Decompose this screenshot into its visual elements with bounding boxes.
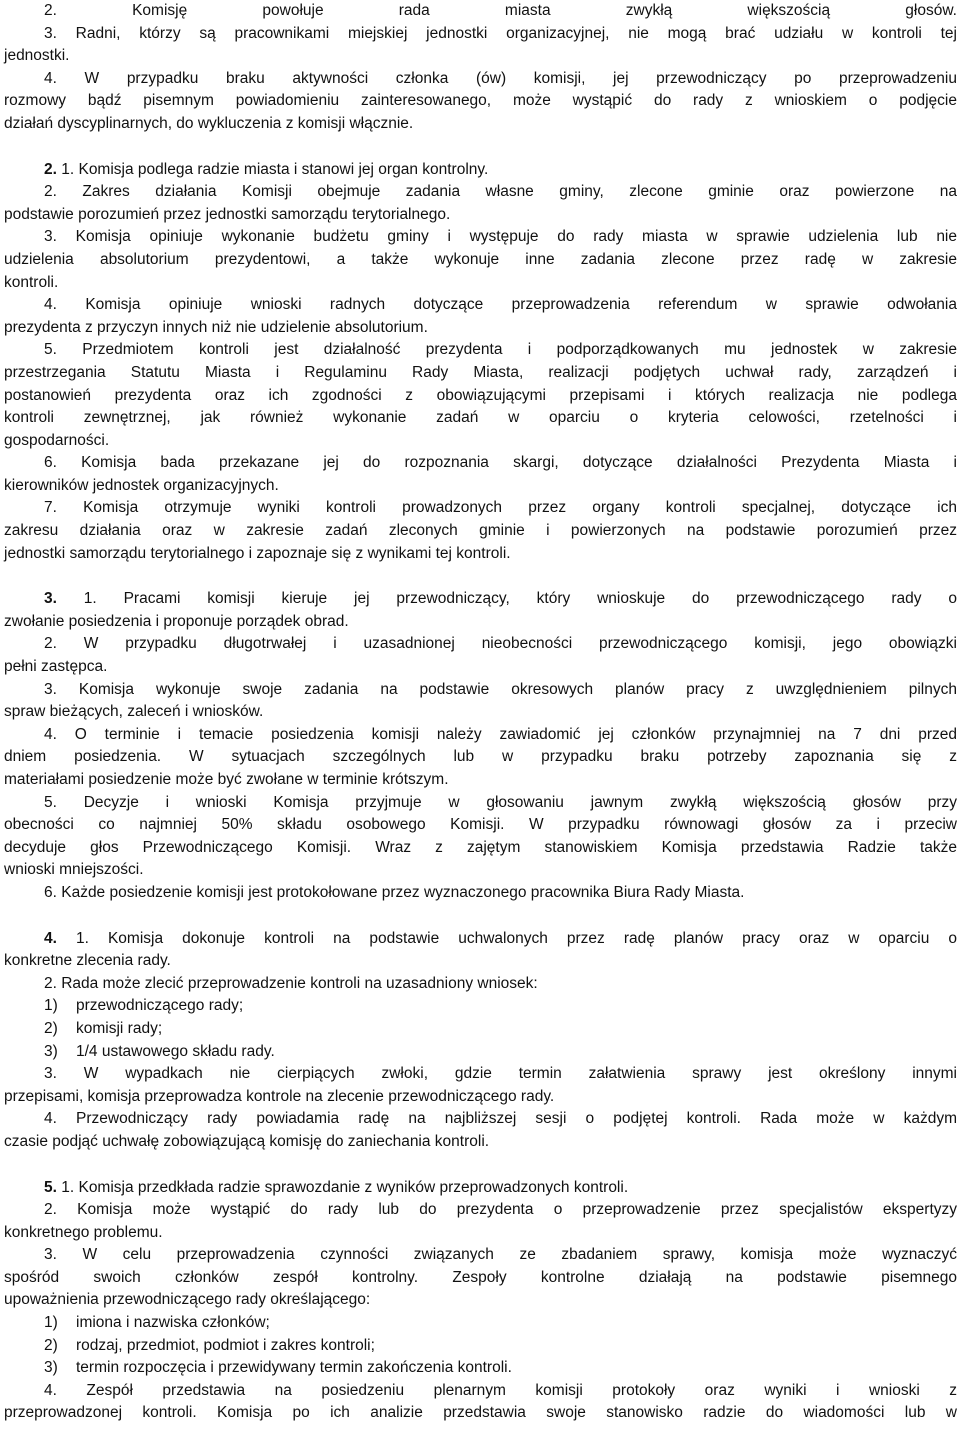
text-line <box>4 701 957 724</box>
text-line <box>4 724 957 747</box>
text-line <box>4 543 957 566</box>
text-line <box>4 272 957 295</box>
line-text: podstawie porozumień przez jednostki samorządu terytorialnego. <box>4 205 451 223</box>
line-text: 1. Komisja podlega radzie miasta i stanowi jej organ kontrolny. <box>56 160 489 178</box>
text-line <box>4 23 957 46</box>
text-line <box>4 520 957 543</box>
line-text: przeprowadzonej kontroli. Komisja po ich analizie przedstawia swoje stanowisko radzie do wiadomości lub w <box>4 1404 957 1422</box>
text-line <box>4 113 957 136</box>
text-line <box>4 814 957 837</box>
text-line <box>4 1222 957 1245</box>
list-item-number: 3) <box>44 1042 58 1060</box>
line-text: 6. Komisja bada przekazane jej do rozpoznania skargi, dotyczące działalności Prezydenta Miasta i <box>44 454 957 472</box>
text-line <box>4 475 957 498</box>
line-text: 1. Komisja dokonuje kontroli na podstawie uchwalonych przez radę planów pracy oraz w oparciu o <box>56 929 957 947</box>
text-line <box>4 407 957 430</box>
text-line <box>4 1108 957 1131</box>
line-text: 4. Zespół przedstawia na posiedzeniu plenarnym komisji protokoły oraz wyniki i wnioski z <box>44 1381 957 1399</box>
section-number: 2. <box>44 160 57 178</box>
line-text: zwołanie posiedzenia i proponuje porządek obrad. <box>4 612 349 630</box>
text-line <box>4 497 957 520</box>
line-text: 6. Każde posiedzenie komisji jest protokołowane przez wyznaczonego pracownika Biura Rady Miasta. <box>44 883 745 901</box>
list-item-number: 2) <box>44 1019 58 1037</box>
text-line <box>4 950 957 973</box>
text-line <box>4 633 957 656</box>
line-text: obecności co najmniej 50% składu osobowego Komisji. W przypadku równowagi głosów za i przeciw <box>4 816 957 834</box>
line-text: rozmowy bądź pisemnym powiadomieniu zainteresowanego, może wystąpić do rady z wnioskiem o podjęcie <box>4 92 957 110</box>
text-line <box>4 1402 957 1425</box>
line-text: 4. W przypadku braku aktywności członka (ów) komisji, jej przewodniczący po przeprowadzeniu <box>44 69 957 87</box>
list-item-number: 1) <box>44 1314 58 1332</box>
line-text: jednostki samorządu terytorialnego i zapoznaje się z wynikami tej kontroli. <box>4 544 511 562</box>
line-text: działań dyscyplinarnych, do wykluczenia z komisji włącznie. <box>4 114 414 132</box>
section-heading-line <box>4 1177 957 1200</box>
text-line <box>4 362 957 385</box>
text-line <box>4 1289 957 1312</box>
text-line <box>4 973 957 996</box>
section-heading-line <box>4 588 957 611</box>
paragraph-gap <box>4 1154 957 1177</box>
text-line <box>4 837 957 860</box>
list-item-text: termin rozpoczęcia i przewidywany termin zakończenia kontroli. <box>76 1359 512 1377</box>
line-text: 1. Komisja przedkłada radzie sprawozdanie z wyników przeprowadzonych kontroli. <box>56 1178 629 1196</box>
list-item-text: imiona i nazwiska członków; <box>76 1314 270 1332</box>
paragraph-gap <box>4 565 957 588</box>
text-line <box>4 1267 957 1290</box>
section-number: 4. <box>44 929 57 947</box>
list-item-text: rodzaj, przedmiot, podmiot i zakres kontroli; <box>76 1336 375 1354</box>
text-line <box>4 294 957 317</box>
line-text: przestrzegania Statutu Miasta i Regulaminu Rady Miasta, realizacji podjętych uchwał rady, zarządzeń i <box>4 363 957 381</box>
section-number: 5. <box>44 1178 57 1196</box>
line-text: dniem posiedzenia. W sytuacjach szczególnych lub w przypadku braku potrzeby zapoznania się z <box>4 748 957 766</box>
text-line <box>4 792 957 815</box>
text-line <box>4 45 957 68</box>
line-text: decyduje głos Przewodniczącego Komisji. Wraz z zajętym stanowiskiem Komisja przedstawia Radzie także <box>4 838 957 856</box>
text-line <box>4 385 957 408</box>
list-item <box>4 1335 957 1358</box>
line-text: 3. Komisja wykonuje swoje zadania na podstawie okresowych planów pracy z uwzględnieniem pilnych <box>44 680 957 698</box>
section-heading-line <box>4 928 957 951</box>
text-line <box>4 0 957 23</box>
line-text: 5. Decyzje i wnioski Komisja przyjmuje w głosowaniu jawnym zwykłą większością głosów przy <box>44 793 957 811</box>
line-text: 7. Komisja otrzymuje wyniki kontroli prowadzonych przez organy kontroli specjalnej, dotyczące ich <box>44 499 957 517</box>
line-text: konkretnego problemu. <box>4 1223 163 1241</box>
line-text: kierowników jednostek organizacyjnych. <box>4 476 279 494</box>
line-text: 2. W przypadku długotrwałej i uzasadnionej nieobecności przewodniczącego komisji, jego obowiązki <box>44 635 957 653</box>
line-text: 3. W wypadkach nie cierpiących zwłoki, gdzie termin załatwienia sprawy jest określony innymi <box>44 1065 957 1083</box>
list-item <box>4 1357 957 1380</box>
line-text: 4. Przewodniczący rady powiadamia radę na najbliższej sesji o podjętej kontroli. Rada może w każdym <box>44 1110 957 1128</box>
paragraph-gap <box>4 905 957 928</box>
list-item <box>4 995 957 1018</box>
text-line <box>4 452 957 475</box>
text-line <box>4 249 957 272</box>
text-line <box>4 90 957 113</box>
paragraph-gap <box>4 136 957 159</box>
line-text: kontroli zewnętrznej, jak również wykonanie zadań w oparciu o kryteria celowości, rzetelności i <box>4 409 957 427</box>
section-heading-line <box>4 159 957 182</box>
line-text: 5. Przedmiotem kontroli jest działalność prezydenta i podporządkowanych mu jednostek w zakresie <box>44 341 957 359</box>
line-text: konkretne zlecenia rady. <box>4 952 171 970</box>
list-item-text: przewodniczącego rady; <box>76 997 244 1015</box>
text-line <box>4 317 957 340</box>
list-item-number: 1) <box>44 997 58 1015</box>
line-text: prezydenta z przyczyn innych niż nie udzielenie absolutorium. <box>4 318 428 336</box>
line-text: wnioski mniejszości. <box>4 861 144 879</box>
text-line <box>4 68 957 91</box>
text-line <box>4 1244 957 1267</box>
line-text: gospodarności. <box>4 431 110 449</box>
line-text: 4. O terminie i temacie posiedzenia komisji należy zawiadomić jej członków przynajmniej na 7 dni przed <box>44 725 957 743</box>
line-text: 2. Komisję powołuje rada miasta zwykłą większością głosów. <box>44 2 957 19</box>
text-line <box>4 1199 957 1222</box>
line-text: upoważnienia przewodniczącego rady określającego: <box>4 1291 371 1309</box>
text-line <box>4 1131 957 1154</box>
text-line <box>4 611 957 634</box>
line-text: postanowień prezydenta oraz ich zgodności z obowiązującymi przepisami i których realizacja nie podlega <box>4 386 957 404</box>
line-text: 3. Radni, którzy są pracownikami miejskiej jednostki organizacyjnej, nie mogą brać udziału w kontroli tej <box>44 24 957 42</box>
list-item-number: 3) <box>44 1359 58 1377</box>
text-line <box>4 1380 957 1403</box>
line-text: przepisami, komisja przeprowadza kontrole na zlecenie przewodniczącego rady. <box>4 1087 555 1105</box>
line-text: 1. Pracami komisji kieruje jej przewodniczący, który wnioskuje do przewodniczącego rady o <box>56 590 957 608</box>
text-line <box>4 1086 957 1109</box>
section-number: 3. <box>44 590 57 608</box>
text-line <box>4 859 957 882</box>
text-line <box>4 204 957 227</box>
text-line <box>4 882 957 905</box>
line-text: spraw bieżących, zaleceń i wniosków. <box>4 703 264 721</box>
list-item <box>4 1041 957 1064</box>
line-text: materiałami posiedzenie może być zwołane w terminie krótszym. <box>4 771 449 788</box>
line-text: 2. Komisja może wystąpić do rady lub do prezydenta o przeprowadzenie przez specjalistów ekspertyzy <box>44 1201 957 1219</box>
line-text: pełni zastępca. <box>4 658 108 676</box>
line-text: kontroli. <box>4 273 59 291</box>
line-text: 2. Zakres działania Komisji obejmuje zadania własne gminy, zlecone gminie oraz powierzone na <box>44 183 957 201</box>
text-line <box>4 769 957 792</box>
line-text: 3. W celu przeprowadzenia czynności związanych ze zbadaniem sprawy, komisja może wyznaczyć <box>44 1246 957 1264</box>
list-item-text: 1/4 ustawowego składu rady. <box>76 1042 275 1060</box>
text-line <box>4 679 957 702</box>
line-text: spośród swoich członków zespół kontrolny. Zespoły kontrolne działają na podstawie pisemnego <box>4 1268 957 1286</box>
list-item-number: 2) <box>44 1336 58 1354</box>
text-line <box>4 430 957 453</box>
line-text: czasie podjąć uchwałę zobowiązującą komisję do zaniechania kontroli. <box>4 1132 490 1150</box>
line-text: 3. Komisja opiniuje wykonanie budżetu gminy i występuje do rady miasta w sprawie udzielenia lub nie <box>44 228 957 246</box>
text-line <box>4 656 957 679</box>
line-text: udzielenia absolutorium prezydentowi, a także wykonuje inne zadania zlecone przez radę w zakresie <box>4 250 957 268</box>
list-item <box>4 1312 957 1335</box>
line-text: jednostki. <box>4 47 70 65</box>
line-text: 4. Komisja opiniuje wnioski radnych dotyczące przeprowadzenia referendum w sprawie odwołania <box>44 296 957 314</box>
text-line <box>4 181 957 204</box>
line-text: zakresu działania oraz w zakresie zadań zleconych gminie i powierzonych na podstawie porozumień przez <box>4 522 957 540</box>
text-line <box>4 339 957 362</box>
text-line <box>4 746 957 769</box>
text-line <box>4 1063 957 1086</box>
text-line <box>4 226 957 249</box>
list-item-text: komisji rady; <box>76 1019 163 1037</box>
line-text: 2. Rada może zlecić przeprowadzenie kontroli na uzasadniony wniosek: <box>44 974 538 992</box>
list-item <box>4 1018 957 1041</box>
